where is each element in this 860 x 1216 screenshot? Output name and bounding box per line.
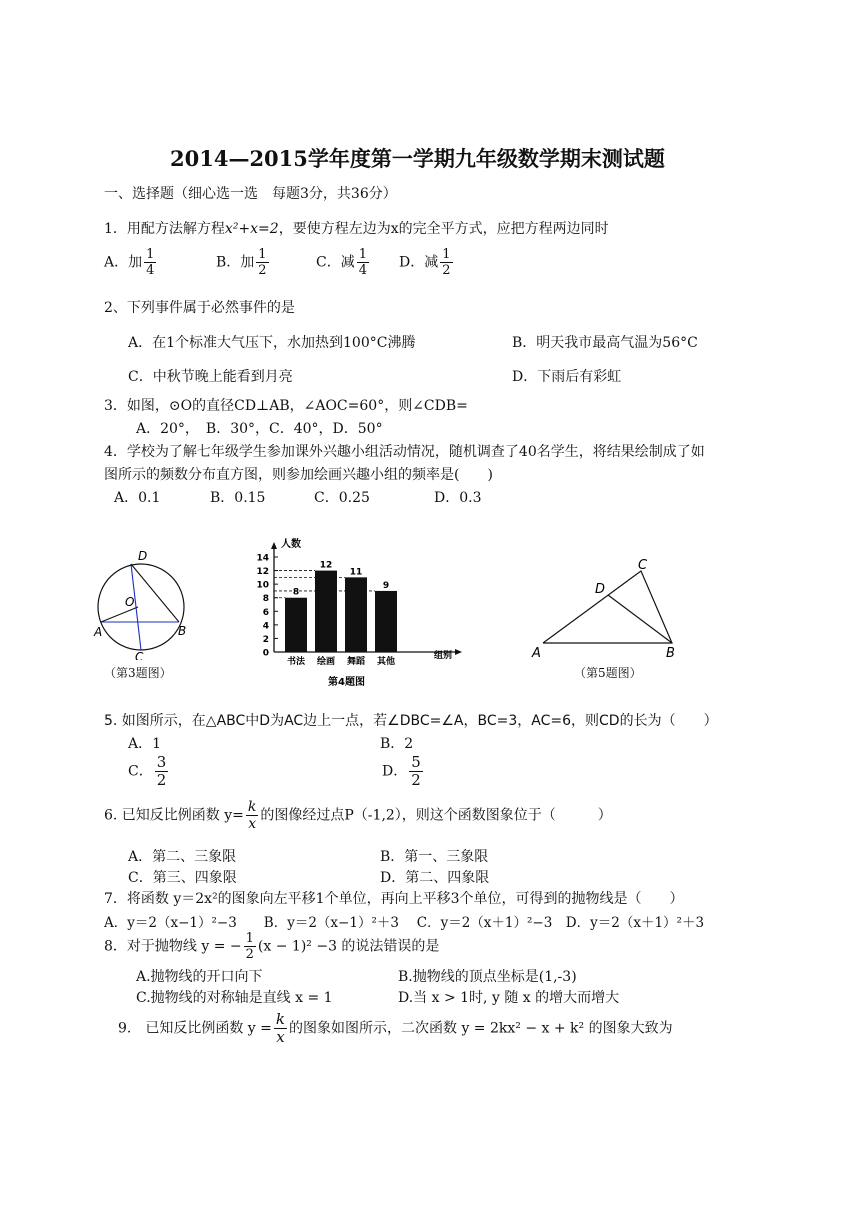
q6-option-a[interactable]: A．第二、三象限 bbox=[128, 849, 237, 865]
chart-ylabel: 人数 bbox=[281, 539, 301, 550]
chart-y-tick-label: 4 bbox=[262, 621, 269, 632]
q7-stem: 7．将函数 y＝2x²的图象向左平移1个单位，再向上平移3个单位，可得到的抛物线是（ ） bbox=[104, 891, 684, 907]
figure-5-triangle-diagram bbox=[528, 555, 698, 660]
q6-option-b[interactable]: B．第一、三象限 bbox=[380, 849, 489, 865]
chart-data-label: 9 bbox=[382, 580, 390, 591]
q4-option-d[interactable]: D．0.3 bbox=[434, 490, 482, 506]
q5-option-d-denominator: 2 bbox=[411, 771, 421, 789]
q9-stem-prefix: 9. 已知反比例函数 y = bbox=[118, 1020, 272, 1037]
q5-stem: 5. 如图所示，在△ABC中D为AC边上一点，若∠DBC=∠A，BC=3，AC=6，则CD的长为（ ） bbox=[104, 713, 718, 729]
chart-bar bbox=[315, 571, 337, 652]
q1-option-d-denominator: 2 bbox=[442, 263, 451, 278]
chart-y-tick-label: 8 bbox=[262, 594, 269, 605]
q1-option-b-denominator: 2 bbox=[258, 263, 267, 278]
q8-stem-suffix: (x − 1)² −3 的说法错误的是 bbox=[257, 938, 440, 955]
page-title: 2014—2015学年度第一学期九年级数学期末测试题 bbox=[170, 146, 665, 171]
q5-option-b[interactable]: B．2 bbox=[380, 736, 414, 752]
label-a: A bbox=[94, 625, 103, 639]
q1-option-c[interactable] bbox=[316, 248, 371, 277]
q3-options[interactable]: A．20°， B．30°，C．40°，D．50° bbox=[136, 421, 383, 437]
label-c: C bbox=[135, 650, 144, 660]
q8-denominator: 2 bbox=[245, 947, 254, 962]
chart-y-tick-label: 0 bbox=[262, 648, 269, 659]
section-heading: 一、选择题（细心选一选 每题3分，共36分） bbox=[104, 186, 397, 202]
q6-stem-prefix: 6. 已知反比例函数 y= bbox=[104, 807, 244, 824]
chart-bar bbox=[345, 577, 367, 652]
figure-3-circle-diagram bbox=[88, 545, 198, 660]
figure-5-caption: （第5题图） bbox=[574, 666, 642, 680]
q2-stem: 2、下列事件属于必然事件的是 bbox=[104, 300, 295, 316]
q4-option-a[interactable]: A．0.1 bbox=[114, 490, 161, 506]
q8-stem-prefix: 8．对于抛物线 y = − bbox=[104, 938, 242, 955]
q2-option-d[interactable]: D．下雨后有彩虹 bbox=[512, 369, 622, 385]
q1-equation: x²+x=2 bbox=[224, 221, 279, 237]
chart-y-axis-arrow bbox=[271, 542, 277, 549]
q4-option-c[interactable]: C．0.25 bbox=[314, 490, 370, 506]
q1-option-a-label: A．加 bbox=[104, 254, 143, 271]
q6-stem-suffix: 的图像经过点P（-1,2），则这个函数图象位于（ ） bbox=[260, 807, 612, 824]
q5-option-c-label: C． bbox=[128, 763, 153, 780]
label-d: D bbox=[138, 549, 148, 563]
q6-denominator: x bbox=[248, 816, 257, 832]
figure-3-caption: （第3题图） bbox=[104, 666, 172, 680]
q9-numerator: k bbox=[275, 1010, 285, 1028]
q1-option-c-denominator: 4 bbox=[358, 263, 367, 278]
chart-y-tick-label: 6 bbox=[262, 607, 269, 618]
label-c: C bbox=[638, 558, 648, 573]
triangle-abc bbox=[543, 571, 672, 643]
chart-x-axis-arrow bbox=[455, 649, 462, 655]
q1-option-a-denominator: 4 bbox=[146, 263, 155, 278]
q7-options[interactable]: A．y＝2（x−1）²−3 B．y＝2（x−1）²＋3 C．y＝2（x＋1）²−3 D．y＝2（x＋1）²＋3 bbox=[104, 915, 705, 931]
q5-option-c-numerator: 3 bbox=[156, 753, 167, 771]
q8-option-c[interactable]: C.抛物线的对称轴是直线 x = 1 bbox=[136, 990, 333, 1006]
label-b: B bbox=[666, 646, 675, 660]
q6-numerator: k bbox=[247, 799, 257, 815]
chart-bar bbox=[375, 591, 397, 652]
q8-option-a[interactable]: A.抛物线的开口向下 bbox=[136, 969, 263, 985]
q9-stem-suffix: 的图象如图所示，二次函数 y = 2kx² − x + k² 的图象大致为 bbox=[289, 1020, 673, 1037]
q9-stem bbox=[118, 1012, 673, 1045]
q1-option-d-label: D．减 bbox=[399, 254, 439, 271]
q6-stem bbox=[104, 800, 612, 831]
q1-option-a-numerator: 1 bbox=[146, 247, 155, 262]
chart-category-label: 绘画 bbox=[316, 657, 336, 667]
q1-option-b[interactable] bbox=[216, 248, 271, 277]
q2-option-a[interactable]: A．在1个标准大气压下，水加热到100°C沸腾 bbox=[128, 335, 416, 351]
q1-option-c-label: C．减 bbox=[316, 254, 355, 271]
chart-caption: 第4题图 bbox=[328, 677, 365, 688]
q1-option-c-numerator: 1 bbox=[358, 247, 367, 262]
chart-xlabel: 组别 bbox=[434, 651, 453, 661]
q2-option-c[interactable]: C．中秋节晚上能看到月亮 bbox=[128, 369, 293, 385]
label-a: A bbox=[532, 646, 541, 660]
chart-category-label: 书法 bbox=[286, 657, 306, 667]
q1-option-d-numerator: 1 bbox=[442, 247, 451, 262]
q5-option-c-denominator: 2 bbox=[156, 771, 167, 789]
chart-y-tick-label: 10 bbox=[256, 580, 269, 591]
q8-stem bbox=[104, 932, 439, 961]
q5-option-d-numerator: 5 bbox=[411, 753, 421, 771]
segment-bd bbox=[608, 595, 672, 643]
chart-data-label: 11 bbox=[349, 567, 363, 578]
chart-category-label: 其他 bbox=[376, 657, 396, 667]
q1-option-b-label: B．加 bbox=[216, 254, 255, 271]
figure-4-bar-chart bbox=[250, 535, 465, 693]
chart-y-tick-label: 2 bbox=[262, 634, 269, 645]
q4-option-b[interactable]: B．0.15 bbox=[210, 490, 266, 506]
segment-db bbox=[131, 564, 179, 622]
q5-option-c[interactable] bbox=[128, 755, 170, 788]
q2-option-b[interactable]: B．明天我市最高气温为56°C bbox=[512, 335, 698, 351]
chart-category-label: 舞蹈 bbox=[346, 657, 366, 667]
q8-option-b[interactable]: B.抛物线的顶点坐标是(1,-3) bbox=[398, 969, 577, 985]
q8-option-d[interactable]: D.当 x > 1时, y 随 x 的增大而增大 bbox=[398, 990, 620, 1006]
q8-numerator: 1 bbox=[245, 931, 254, 946]
chart-data-label: 8 bbox=[292, 587, 300, 598]
q5-option-d-label: D． bbox=[382, 763, 408, 780]
q6-option-c[interactable]: C．第三、四象限 bbox=[128, 870, 237, 886]
label-o: O bbox=[125, 595, 135, 609]
q1-option-d[interactable] bbox=[399, 248, 455, 277]
q1-option-a[interactable] bbox=[104, 248, 158, 277]
chart-data-label: 12 bbox=[319, 560, 333, 571]
q5-option-d[interactable] bbox=[382, 755, 425, 788]
q3-stem: 3．如图，⊙O的直径CD⊥AB，∠AOC=60°，则∠CDB= bbox=[104, 398, 468, 414]
chart-y-tick-label: 14 bbox=[256, 553, 269, 564]
q4-stem-line2: 图所示的频数分布直方图，则参加绘画兴趣小组的频率是( ) bbox=[104, 467, 493, 483]
q1-stem bbox=[104, 218, 609, 238]
q5-option-a[interactable]: A．1 bbox=[128, 736, 162, 752]
q6-option-d[interactable]: D．第二、四象限 bbox=[380, 870, 490, 886]
label-d: D bbox=[595, 582, 606, 597]
chart-y-tick-label: 12 bbox=[256, 567, 269, 578]
label-b: B bbox=[178, 624, 187, 638]
q9-denominator: x bbox=[276, 1028, 285, 1046]
chart-bar bbox=[285, 598, 307, 652]
q1-stem-rest: ，要使方程左边为x的完全平方式，应把方程两边同时 bbox=[278, 221, 609, 237]
q1-option-b-numerator: 1 bbox=[258, 247, 267, 262]
segment-ao bbox=[101, 607, 138, 622]
q4-stem-line1: 4．学校为了解七年级学生参加课外兴趣小组活动情况，随机调查了40名学生，将结果绘制成了如 bbox=[104, 444, 705, 460]
q1-stem-text: 1．用配方法解方程 bbox=[104, 221, 225, 237]
